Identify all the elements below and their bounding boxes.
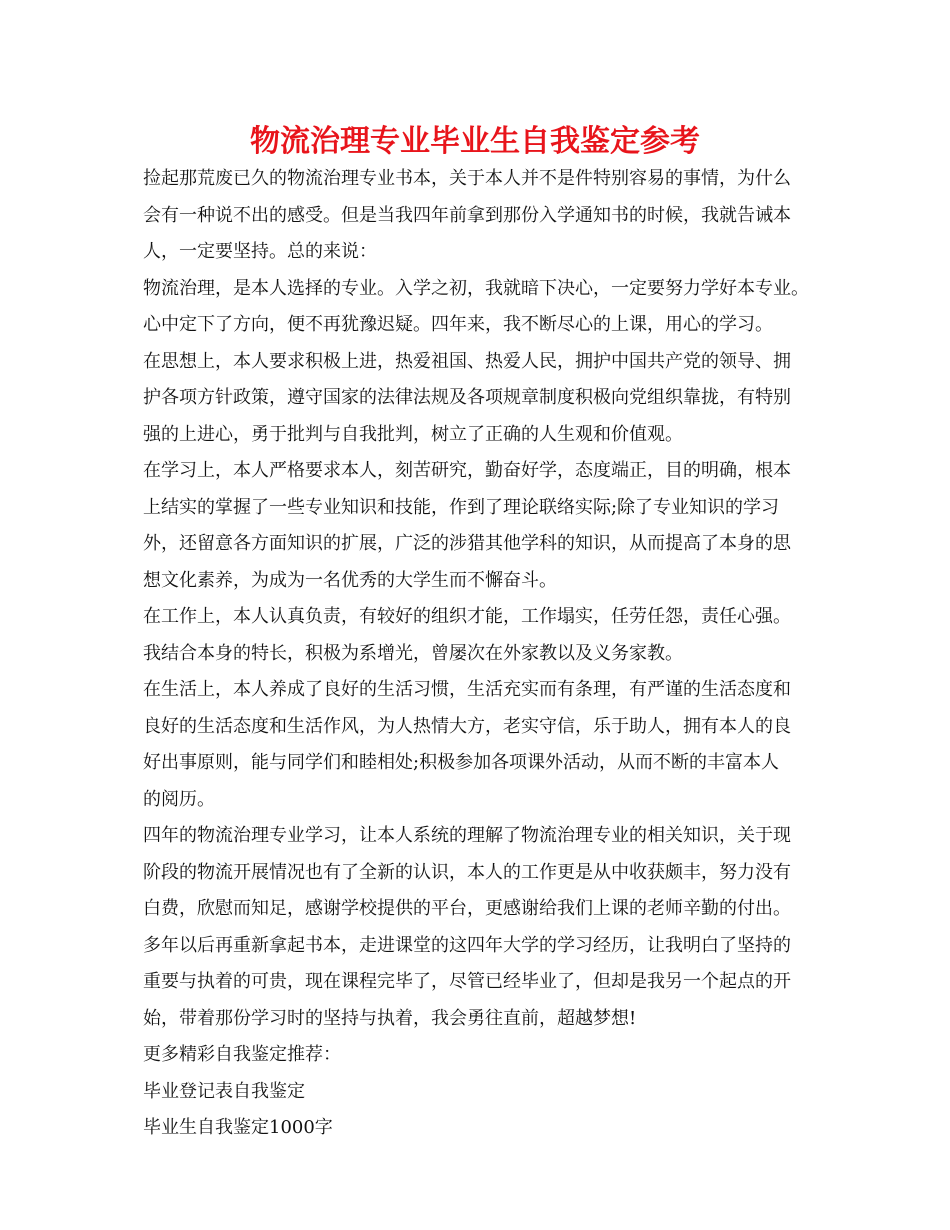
body-line: 捡起那荒废已久的物流治理专业书本，关于本人并不是件特别容易的事情，为什么 bbox=[143, 168, 791, 189]
body-line: 四年的物流治理专业学习，让本人系统的理解了物流治理专业的相关知识，关于现 bbox=[143, 825, 791, 846]
body-line: 的阅历。 bbox=[143, 788, 215, 810]
body-line: 物流治理，是本人选择的专业。入学之初，我就暗下决心，一定要努力学好本专业。 bbox=[143, 277, 809, 299]
body-line: 想文化素养，为成为一名优秀的大学生而不懈奋斗。 bbox=[143, 569, 557, 591]
body-line: 护各项方针政策，遵守国家的法律法规及各项规章制度积极向党组织靠拢，有特别 bbox=[143, 387, 791, 408]
body-line: 重要与执着的可贵，现在课程完毕了，尽管已经毕业了，但却是我另一个起点的开 bbox=[143, 971, 791, 992]
body-line: 在思想上，本人要求积极上进，热爱祖国、热爱人民，拥护中国共产党的领导、拥 bbox=[143, 350, 791, 372]
body-line: 上结实的掌握了一些专业知识和技能，作到了理论联络实际;除了专业知识的学习 bbox=[143, 496, 780, 518]
body-line: 阶段的物流开展情况也有了全新的认识，本人的工作更是从中收获颇丰，努力没有 bbox=[143, 861, 791, 883]
body-line: 我结合本身的特长，积极为系增光，曾屡次在外家教以及义务家教。 bbox=[143, 642, 683, 664]
body-line: 多年以后再重新拿起书本，走进课堂的这四年大学的学习经历，让我明白了坚持的 bbox=[143, 934, 791, 956]
body-line: 毕业生自我鉴定1000字 bbox=[143, 1117, 333, 1138]
body-line: 更多精彩自我鉴定推荐： bbox=[143, 1044, 341, 1065]
body-line: 会有一种说不出的感受。但是当我四年前拿到那份入学通知书的时候，我就告诫本 bbox=[143, 204, 791, 226]
body-line: 好出事原则，能与同学们和睦相处;积极参加各项课外活动，从而不断的丰富本人 bbox=[143, 752, 780, 773]
body-line: 良好的生活态度和生活作风，为人热情大方，老实守信，乐于助人，拥有本人的良 bbox=[143, 715, 791, 737]
body-line: 强的上进心，勇于批判与自我批判，树立了正确的人生观和价值观。 bbox=[143, 423, 683, 445]
body-line: 在学习上，本人严格要求本人，刻苦研究，勤奋好学，态度端正，目的明确，根本 bbox=[143, 460, 791, 481]
body-line: 毕业登记表自我鉴定 bbox=[143, 1080, 305, 1102]
body-line: 人，一定要坚持。总的来说： bbox=[143, 241, 377, 262]
document-body bbox=[143, 161, 823, 1147]
document-title: 物流治理专业毕业生自我鉴定参考 bbox=[250, 124, 700, 159]
body-line: 在工作上，本人认真负责，有较好的组织才能，工作塌实，任劳任怨，责任心强。 bbox=[143, 606, 791, 627]
body-line: 外，还留意各方面知识的扩展，广泛的涉猎其他学科的知识，从而提高了本身的思 bbox=[143, 533, 791, 554]
body-line: 在生活上，本人养成了良好的生活习惯，生活充实而有条理，有严谨的生活态度和 bbox=[143, 679, 791, 700]
body-line: 心中定下了方向，便不再犹豫迟疑。四年来，我不断尽心的上课，用心的学习。 bbox=[143, 314, 773, 335]
body-line: 始，带着那份学习时的坚持与执着，我会勇往直前，超越梦想! bbox=[143, 1007, 637, 1029]
body-line: 白费，欣慰而知足，感谢学校提供的平台，更感谢给我们上课的老师辛勤的付出。 bbox=[143, 898, 791, 919]
